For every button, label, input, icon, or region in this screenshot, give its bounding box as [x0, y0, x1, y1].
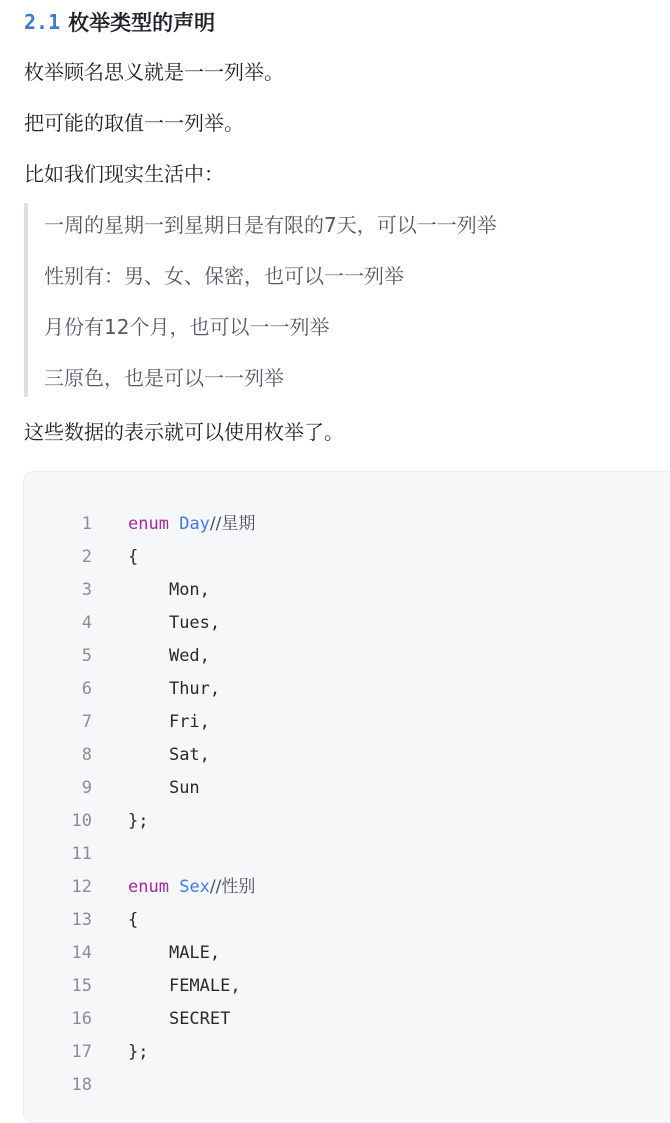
code-text [128, 904, 138, 937]
section-number: 2.1 [24, 10, 61, 34]
line-number: 15 [71, 976, 92, 996]
line-number: 5 [81, 646, 92, 666]
line-number: 7 [81, 712, 92, 732]
line-number: 18 [71, 1075, 92, 1095]
code-type-name: Sex [179, 877, 210, 897]
line-number: 6 [81, 679, 92, 699]
code-token: Sun [168, 778, 200, 798]
code-keyword: enum [128, 514, 169, 534]
code-indent [128, 646, 169, 666]
paragraph-2: 把可能的取值一一列举。 [24, 111, 244, 135]
code-text [128, 1003, 230, 1036]
code-text [128, 706, 210, 739]
code-indent [128, 943, 169, 963]
blockquote [24, 203, 648, 397]
line-number: 14 [71, 943, 92, 963]
code-token: MALE, [168, 943, 221, 963]
section-heading [24, 4, 215, 40]
code-text [128, 508, 255, 541]
code-comment: //星期 [209, 514, 256, 534]
line-number: 3 [81, 580, 92, 600]
code-token: Fri, [168, 712, 210, 732]
code-text [128, 541, 138, 574]
code-text [128, 739, 210, 772]
code-text [128, 970, 241, 1003]
code-indent [128, 1009, 169, 1029]
code-indent [128, 679, 169, 699]
quote-line-1: 一周的星期一到星期日是有限的7天，可以一一列举 [44, 213, 497, 237]
code-indent [128, 712, 169, 732]
line-number: 2 [81, 547, 92, 567]
code-text [128, 772, 200, 805]
code-token: Sat, [168, 745, 210, 765]
code-type-name: Day [179, 514, 210, 534]
code-token: Mon, [168, 580, 210, 600]
code-text [128, 805, 148, 838]
code-text [128, 574, 210, 607]
code-text [128, 607, 220, 640]
paragraph-3: 比如我们现实生活中： [24, 162, 224, 186]
code-token: }; [128, 1042, 149, 1062]
code-token: Tues, [168, 613, 221, 633]
code-text [128, 871, 255, 904]
paragraph-after-quote: 这些数据的表示就可以使用枚举了。 [24, 420, 344, 444]
line-number: 12 [71, 877, 92, 897]
line-number: 9 [81, 778, 92, 798]
quote-line-4: 三原色，也是可以一一列举 [44, 366, 284, 390]
code-indent [128, 745, 169, 765]
code-text [128, 937, 220, 970]
line-number: 8 [81, 745, 92, 765]
line-number: 13 [71, 910, 92, 930]
code-token: Thur, [168, 679, 221, 699]
code-indent [128, 613, 169, 633]
code-token: { [128, 910, 139, 930]
line-number: 10 [71, 811, 92, 831]
code-text [128, 673, 220, 706]
code-token: Wed, [168, 646, 210, 666]
quote-line-2: 性别有：男、女、保密，也可以一一列举 [44, 264, 404, 288]
code-text [128, 640, 210, 673]
code-comment: //性别 [209, 877, 256, 897]
line-number: 4 [81, 613, 92, 633]
code-text [128, 1036, 148, 1069]
code-token: SECRET [168, 1009, 231, 1029]
code-indent [128, 778, 169, 798]
code-block[interactable] [23, 471, 670, 1123]
code-token: }; [128, 811, 149, 831]
paragraph-1: 枚举顾名思义就是一一列举。 [24, 60, 284, 84]
quote-line-3: 月份有12个月，也可以一一列举 [44, 315, 330, 339]
section-title: 枚举类型的声明 [68, 11, 216, 35]
code-token: { [128, 547, 139, 567]
code-indent [128, 976, 169, 996]
code-indent [128, 580, 169, 600]
line-number: 17 [71, 1042, 92, 1062]
code-keyword: enum [128, 877, 169, 897]
line-number: 11 [71, 844, 92, 864]
code-token: FEMALE, [168, 976, 241, 996]
line-number: 1 [81, 514, 92, 534]
line-number: 16 [71, 1009, 92, 1029]
